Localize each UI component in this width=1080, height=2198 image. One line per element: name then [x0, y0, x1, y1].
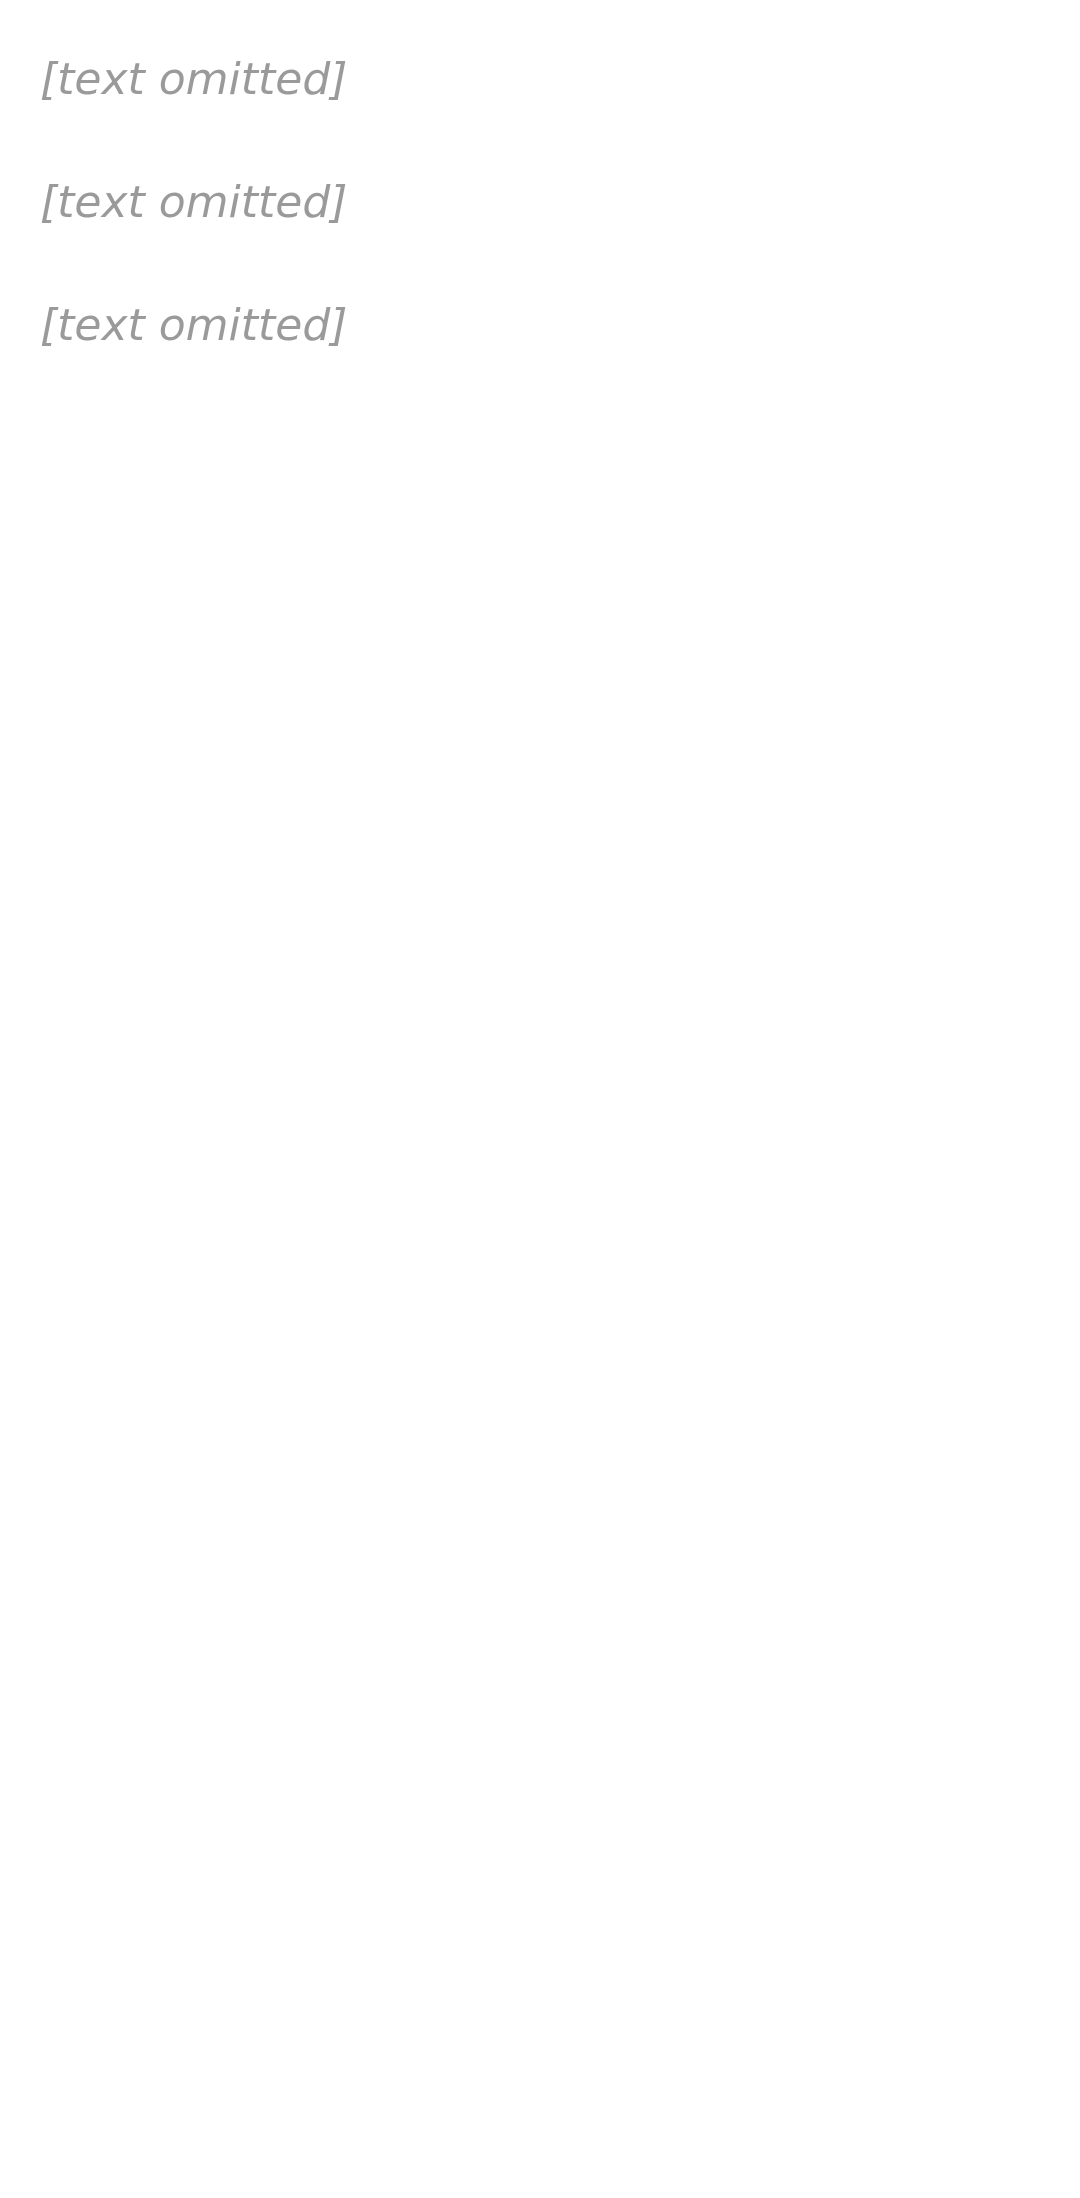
paragraph-1: [text omitted]: [40, 54, 348, 105]
paragraph-2: [text omitted]: [40, 177, 348, 228]
paragraph-3: [text omitted]: [40, 300, 348, 351]
